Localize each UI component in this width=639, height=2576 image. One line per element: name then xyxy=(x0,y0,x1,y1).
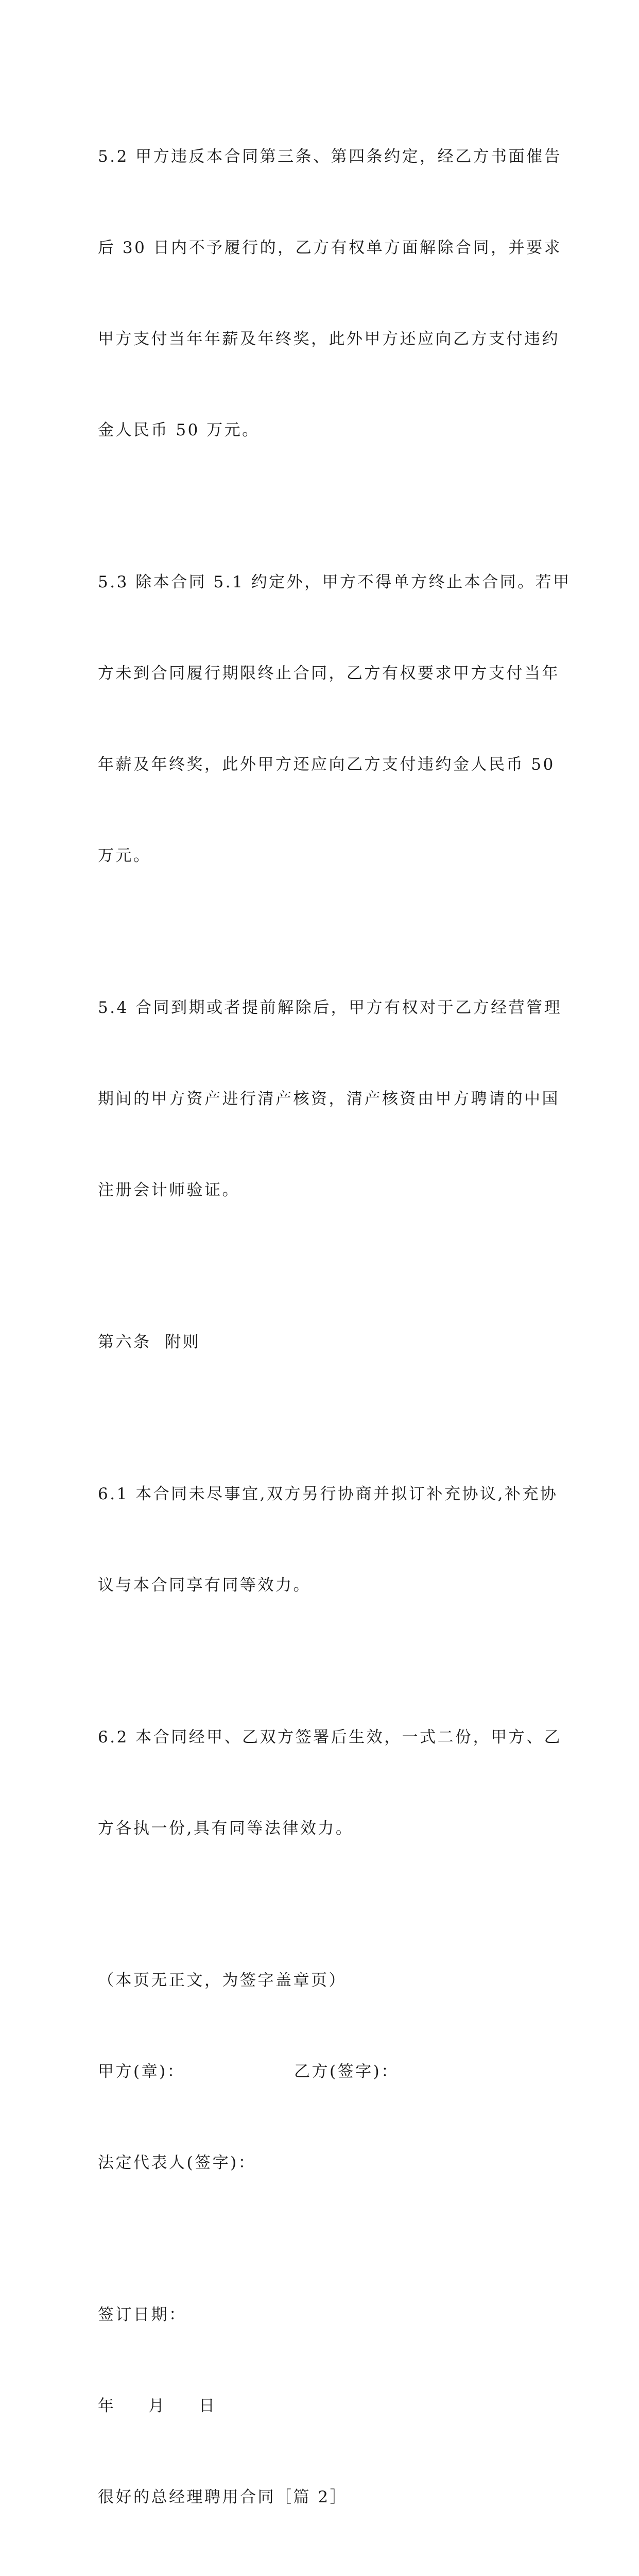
next-contract-title xyxy=(98,2421,543,2573)
clause-5-2-line: 5.2 甲方违反本合同第三条、第四条约定，经乙方书面催告 xyxy=(98,147,562,166)
clause-5-3-line: 年薪及年终奖，此外甲方还应向乙方支付违约金人民币 50 xyxy=(98,755,555,774)
clause-5-4 xyxy=(98,932,562,1266)
sign-date-label: 签订日期： xyxy=(98,2306,187,2324)
article-6-title xyxy=(98,1266,543,1418)
article-6-title-text: 第六条 附则 xyxy=(98,1333,201,1351)
clause-5-3 xyxy=(98,506,571,932)
clause-5-3-line: 方未到合同履行期限终止合同，乙方有权要求甲方支付当年 xyxy=(98,664,560,683)
clause-6-1-line: 议与本合同享有同等效力。 xyxy=(98,1576,311,1595)
clause-6-2 xyxy=(98,1662,562,1905)
date-year-label: 年 xyxy=(98,2397,114,2415)
document-page xyxy=(98,81,571,2576)
date-month-label: 月 xyxy=(148,2397,164,2415)
clause-5-4-line: 注册会计师验证。 xyxy=(98,1181,240,1199)
sign-date xyxy=(98,2239,543,2391)
next-contract-title-text: 很好的总经理聘用合同［篇 2］ xyxy=(98,2488,348,2506)
clause-6-1-line: 6.1 本合同未尽事宜,双方另行协商并拟订补充协议,补充协 xyxy=(98,1485,558,1503)
date-day-label: 日 xyxy=(199,2397,215,2415)
clause-6-2-line: 方各执一份,具有同等法律效力。 xyxy=(98,1819,354,1838)
clause-5-2-line: 金人民币 50 万元。 xyxy=(98,421,260,439)
clause-5-2 xyxy=(98,81,562,506)
clause-5-2-line: 后 30 日内不予履行的，乙方有权单方面解除合同，并要求 xyxy=(98,239,562,257)
signature-row xyxy=(98,2057,543,2087)
party-a-employer xyxy=(98,2573,543,2576)
date-blank-row xyxy=(98,2391,543,2421)
clause-5-3-line: 5.3 除本合同 5.1 约定外，甲方不得单方终止本合同。若甲 xyxy=(98,573,571,591)
clause-5-2-line: 甲方支付当年年薪及年终奖，此外甲方还应向乙方支付违约 xyxy=(98,330,560,348)
clause-5-4-line: 期间的甲方资产进行清产核资，清产核资由甲方聘请的中国 xyxy=(98,1090,560,1108)
party-b-sign-label: 乙方(签字)： xyxy=(294,2062,399,2081)
clause-6-2-line: 6.2 本合同经甲、乙双方签署后生效，一式二份，甲方、乙 xyxy=(98,1728,562,1747)
clause-5-3-line: 万元。 xyxy=(98,846,151,865)
legal-rep-sign xyxy=(98,2087,543,2239)
no-text-note-text: （本页无正文，为签字盖章页） xyxy=(98,1971,347,1990)
no-text-note xyxy=(98,1905,543,2057)
clause-6-1 xyxy=(98,1418,558,1662)
party-a-seal-label: 甲方(章)： xyxy=(98,2062,185,2081)
clause-5-4-line: 5.4 合同到期或者提前解除后，甲方有权对于乙方经营管理 xyxy=(98,998,562,1017)
legal-rep-sign-label: 法定代表人(签字)： xyxy=(98,2154,256,2172)
